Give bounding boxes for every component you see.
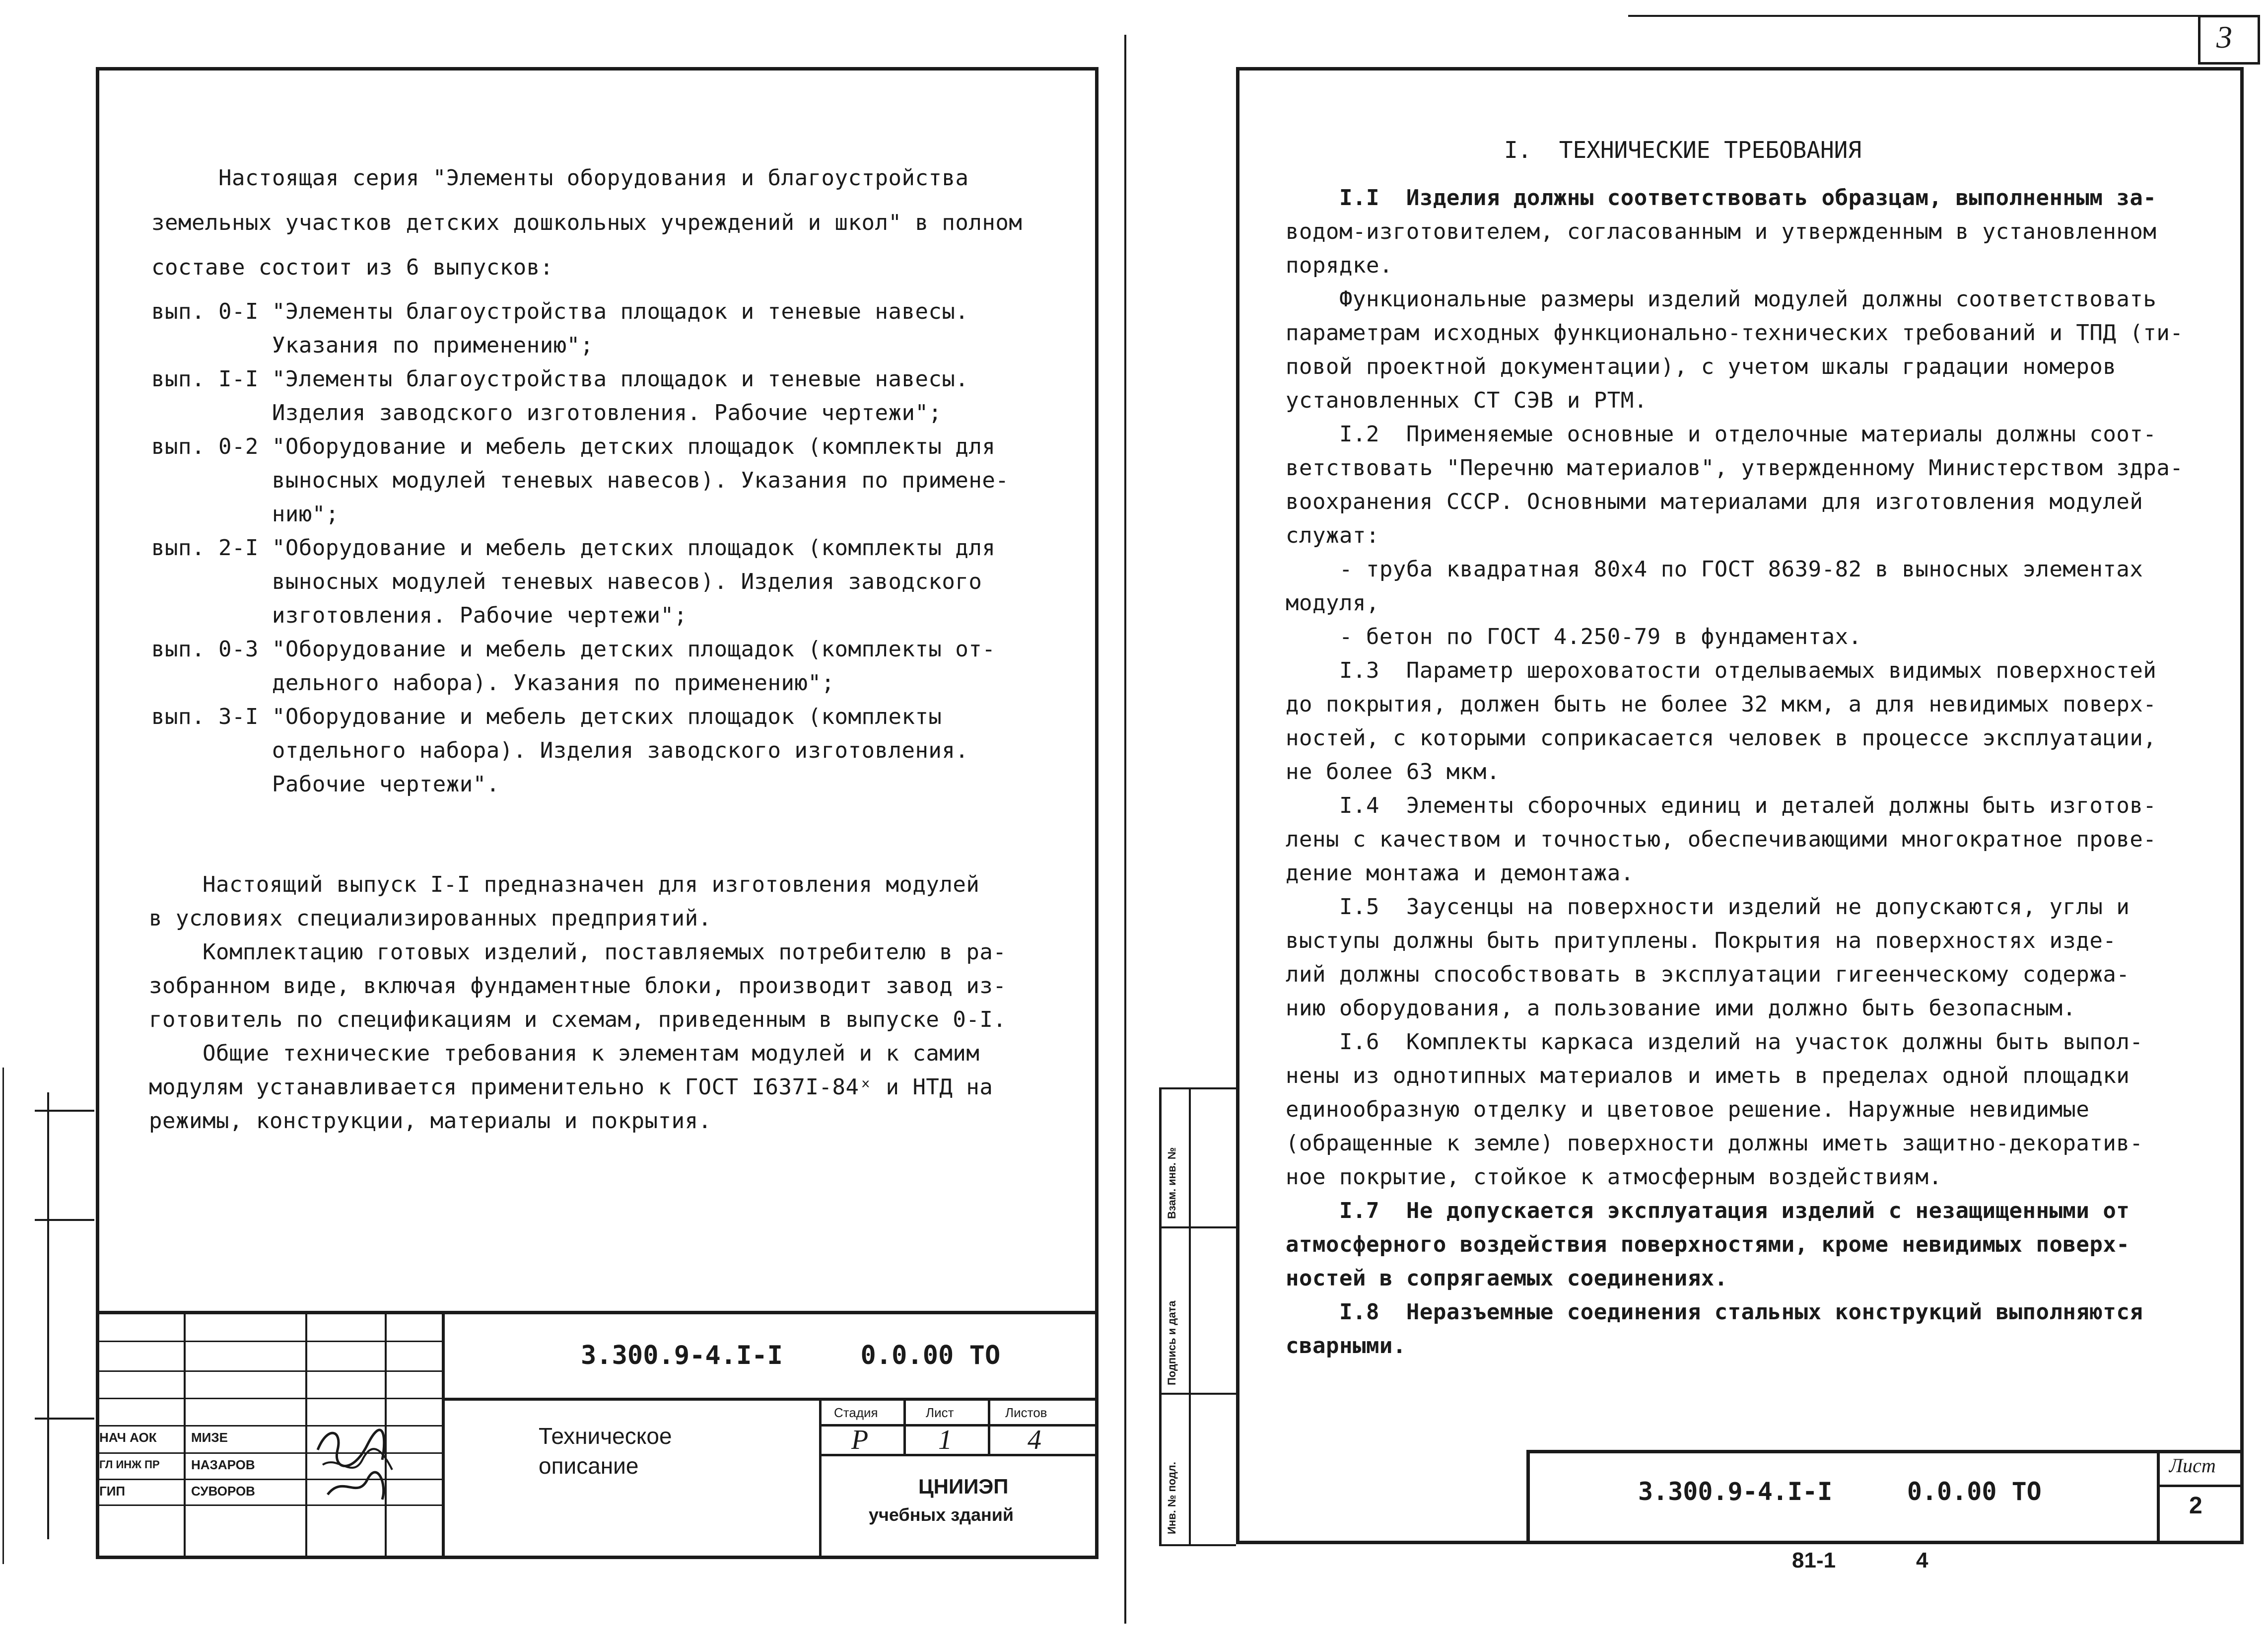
req-line: модуля, xyxy=(1286,590,1379,616)
left-margin-mark xyxy=(47,1092,49,1539)
right-stamp-code: 3.300.9-4.I-I 0.0.00 ТО xyxy=(1638,1477,2042,1506)
stamp-top-line xyxy=(96,1311,1099,1314)
stamp-mid-line xyxy=(442,1398,1099,1401)
req-line: ное покрытие, стойкое к атмосферным воздействиям. xyxy=(1286,1164,1942,1190)
req-line: дение монтажа и демонтажа. xyxy=(1286,860,1634,886)
left-margin-tick xyxy=(35,1219,94,1221)
req-line: нию оборудования, а пользование ими должно быть безопасным. xyxy=(1286,996,2076,1021)
body-line: зобранном виде, включая фундаментные блоки, производит завод из- xyxy=(149,973,1007,999)
req-line: сварными. xyxy=(1286,1333,1406,1358)
side-strip-left xyxy=(1159,1087,1162,1544)
body-line: режимы, конструкции, материалы и покрытия. xyxy=(149,1108,712,1134)
intro-line-2: земельных участков детских дошкольных учреждений и школ" в полном xyxy=(151,210,1023,235)
side-strip-bottom xyxy=(1159,1544,1236,1546)
issue-line: вып. I-I "Элементы благоустройства площадок и теневые навесы. xyxy=(151,366,969,392)
issue-line: Рабочие чертежи". xyxy=(151,772,500,797)
req-line: порядке. xyxy=(1286,253,1393,278)
side-label-replace-inv: Взам. инв. № xyxy=(1166,1147,1178,1219)
role-2: ГЛ ИНЖ ПР xyxy=(99,1458,160,1471)
issue-line: выносных модулей теневых навесов). Изделия заводского xyxy=(151,569,982,594)
req-line: нены из однотипных материалов и иметь в пределах одной площадки xyxy=(1286,1063,2130,1088)
sig-row xyxy=(96,1398,442,1399)
side-strip-row xyxy=(1159,1226,1236,1228)
issue-line: вып. 0-I "Элементы благоустройства площадок и теневые навесы. xyxy=(151,299,969,324)
intro-line-3: составе состоит из 6 выпусков: xyxy=(151,255,553,280)
req-line: выступы должны быть притуплены. Покрытия на поверхностях изде- xyxy=(1286,928,2117,953)
issue-line: изготовления. Рабочие чертежи"; xyxy=(151,603,687,628)
role-3: ГИП xyxy=(99,1484,126,1499)
sheet-value: 1 xyxy=(938,1425,952,1455)
req-line: лены с качеством и точностью, обеспечивающими многократное прове- xyxy=(1286,827,2157,852)
issue-line: вып. 2-I "Оборудование и мебель детских площадок (комплекты для xyxy=(151,535,996,561)
stamp-info-divider xyxy=(819,1398,822,1559)
req-line: параметрам исходных функционально-технических требований и ТПД (ти- xyxy=(1286,320,2184,346)
sig-row xyxy=(96,1370,442,1372)
stamp-code: 3.300.9-4.I-I 0.0.00 ТО xyxy=(581,1341,1001,1370)
stage-value: Р xyxy=(851,1425,869,1455)
side-strip-mid xyxy=(1189,1087,1191,1544)
issue-line: вып. 0-2 "Оборудование и мебель детских площадок (комплекты для xyxy=(151,434,996,459)
issue-line: дельного набора). Указания по применению"; xyxy=(151,670,835,696)
left-margin-tick xyxy=(35,1110,94,1112)
side-strip-top xyxy=(1159,1087,1236,1089)
name-3: СУВОРОВ xyxy=(191,1484,255,1499)
req-line: - труба квадратная 80х4 по ГОСТ 8639-82 в выносных элементах xyxy=(1286,557,2143,582)
col-sheets-label: Листов xyxy=(1005,1405,1047,1420)
name-2: НАЗАРОВ xyxy=(191,1457,255,1472)
stamp-info-col-1 xyxy=(903,1398,906,1455)
req-line: воохранения СССР. Основными материалами для изготовления модулей xyxy=(1286,489,2143,514)
sig-col-1 xyxy=(184,1311,186,1559)
req-line: - бетон по ГОСТ 4.250-79 в фундаментах. xyxy=(1286,624,1862,649)
right-stamp-top xyxy=(1526,1450,2244,1453)
req-line: повой проектной документации), с учетом шкалы градации номеров xyxy=(1286,354,2117,379)
intro-line-1: Настоящая серия "Элементы оборудования и благоустройства xyxy=(218,165,969,191)
footer-number: 4 xyxy=(1916,1548,1928,1572)
issue-line: вып. 3-I "Оборудование и мебель детских площадок (комплекты xyxy=(151,704,942,729)
col-stage-label: Стадия xyxy=(834,1405,878,1420)
sig-col-2 xyxy=(305,1311,307,1559)
org-name-1: ЦНИИЭП xyxy=(918,1475,1009,1498)
top-edge-line xyxy=(1628,15,2199,17)
right-sheet-number: 2 xyxy=(2189,1493,2202,1519)
corner-page-number: 3 xyxy=(2216,19,2232,55)
side-label-signature-date: Подпись и дата xyxy=(1166,1300,1178,1385)
body-line: Настоящий выпуск I-I предназначен для изготовления модулей xyxy=(149,872,980,897)
req-line: I.6 Комплекты каркаса изделий на участок должны быть выпол- xyxy=(1286,1029,2143,1055)
issue-line: выносных модулей теневых навесов). Указания по примене- xyxy=(151,468,1009,493)
req-line: (обращенные к земле) поверхности должны иметь защитно-декоратив- xyxy=(1286,1131,2143,1156)
req-line: водом-изготовителем, согласованным и утвержденным в установленном xyxy=(1286,219,2157,244)
stamp-divider xyxy=(442,1311,445,1559)
right-stamp-sheet-line xyxy=(2157,1485,2244,1487)
name-1: МИЗЕ xyxy=(191,1430,228,1445)
req-line: ветствовать "Перечню материалов", утвержденному Министерством здра- xyxy=(1286,455,2184,481)
req-line: I.I Изделия должны соответствовать образцам, выполненным за- xyxy=(1286,185,2157,211)
right-sheet-label: Лист xyxy=(2169,1454,2216,1477)
signature-scribbles xyxy=(308,1420,407,1509)
req-line: I.3 Параметр шероховатости отделываемых видимых поверхностей xyxy=(1286,658,2157,683)
req-line: до покрытия, должен быть не более 32 мкм, а для невидимых поверх- xyxy=(1286,692,2157,717)
req-line: единообразную отделку и цветовое решение. Наружные невидимые xyxy=(1286,1097,2090,1122)
req-line: I.8 Неразъемные соединения стальных конструкций выполняются xyxy=(1286,1299,2143,1325)
issue-line: Указания по применению"; xyxy=(151,333,594,358)
req-line: не более 63 мкм. xyxy=(1286,759,1500,785)
left-margin-mark xyxy=(2,1068,4,1564)
left-page-frame xyxy=(96,67,1099,1559)
body-line: модулям устанавливается применительно к ГОСТ I637I-84ˣ и НТД на xyxy=(149,1074,993,1100)
req-line: атмосферного воздействия поверхностями, кроме невидимых поверх- xyxy=(1286,1232,2130,1257)
left-margin-tick xyxy=(35,1418,94,1420)
org-name-2: учебных зданий xyxy=(869,1504,1014,1525)
footer-code: 81-1 xyxy=(1792,1548,1836,1572)
stamp-info-col-2 xyxy=(988,1398,990,1455)
req-line: I.2 Применяемые основные и отделочные материалы должны соот- xyxy=(1286,422,2157,447)
col-sheet-label: Лист xyxy=(926,1405,954,1420)
right-stamp-left xyxy=(1526,1450,1530,1544)
center-fold-line xyxy=(1124,35,1126,1624)
section-heading: I. ТЕХНИЧЕСКИЕ ТРЕБОВАНИЯ xyxy=(1504,137,1862,163)
side-strip-row xyxy=(1159,1393,1236,1395)
req-line: I.7 Не допускается эксплуатация изделий с незащищенными от xyxy=(1286,1198,2130,1223)
req-line: установленных СТ СЭВ и РТМ. xyxy=(1286,388,1648,413)
doc-title-1: Техническое xyxy=(539,1423,672,1449)
req-line: лий должны способствовать в эксплуатации гигеенческому содержа- xyxy=(1286,962,2130,987)
body-line: Общие технические требования к элементам модулей и к самим xyxy=(149,1041,980,1066)
body-line: в условиях специализированных предприятий. xyxy=(149,906,712,931)
role-1: НАЧ АОК xyxy=(99,1430,157,1445)
req-line: I.5 Заусенцы на поверхности изделий не допускаются, углы и xyxy=(1286,894,2130,920)
req-line: ностей, с которыми соприкасается человек в процессе эксплуатации, xyxy=(1286,725,2157,751)
issue-line: нию"; xyxy=(151,501,339,527)
issue-line: вып. 0-3 "Оборудование и мебель детских площадок (комплекты от- xyxy=(151,637,996,662)
doc-title-2: описание xyxy=(539,1453,639,1479)
req-line: I.4 Элементы сборочных единиц и деталей должны быть изготов- xyxy=(1286,793,2157,818)
body-line: Комплектацию готовых изделий, поставляемых потребителю в ра- xyxy=(149,939,1007,965)
sheets-value: 4 xyxy=(1028,1425,1041,1455)
req-line: ностей в сопрягаемых соединениях. xyxy=(1286,1266,1728,1291)
issue-line: отдельного набора). Изделия заводского изготовления. xyxy=(151,738,969,763)
req-line: Функциональные размеры изделий модулей должны соответствовать xyxy=(1286,286,2157,312)
right-stamp-sheet-divider xyxy=(2157,1450,2160,1544)
req-line: служат: xyxy=(1286,523,1379,548)
side-label-inv-no: Инв. № подл. xyxy=(1166,1462,1178,1534)
body-line: готовитель по спецификациям и схемам, приведенным в выпуске 0-I. xyxy=(149,1007,1007,1032)
issue-line: Изделия заводского изготовления. Рабочие чертежи"; xyxy=(151,400,942,426)
sig-row xyxy=(96,1341,442,1342)
